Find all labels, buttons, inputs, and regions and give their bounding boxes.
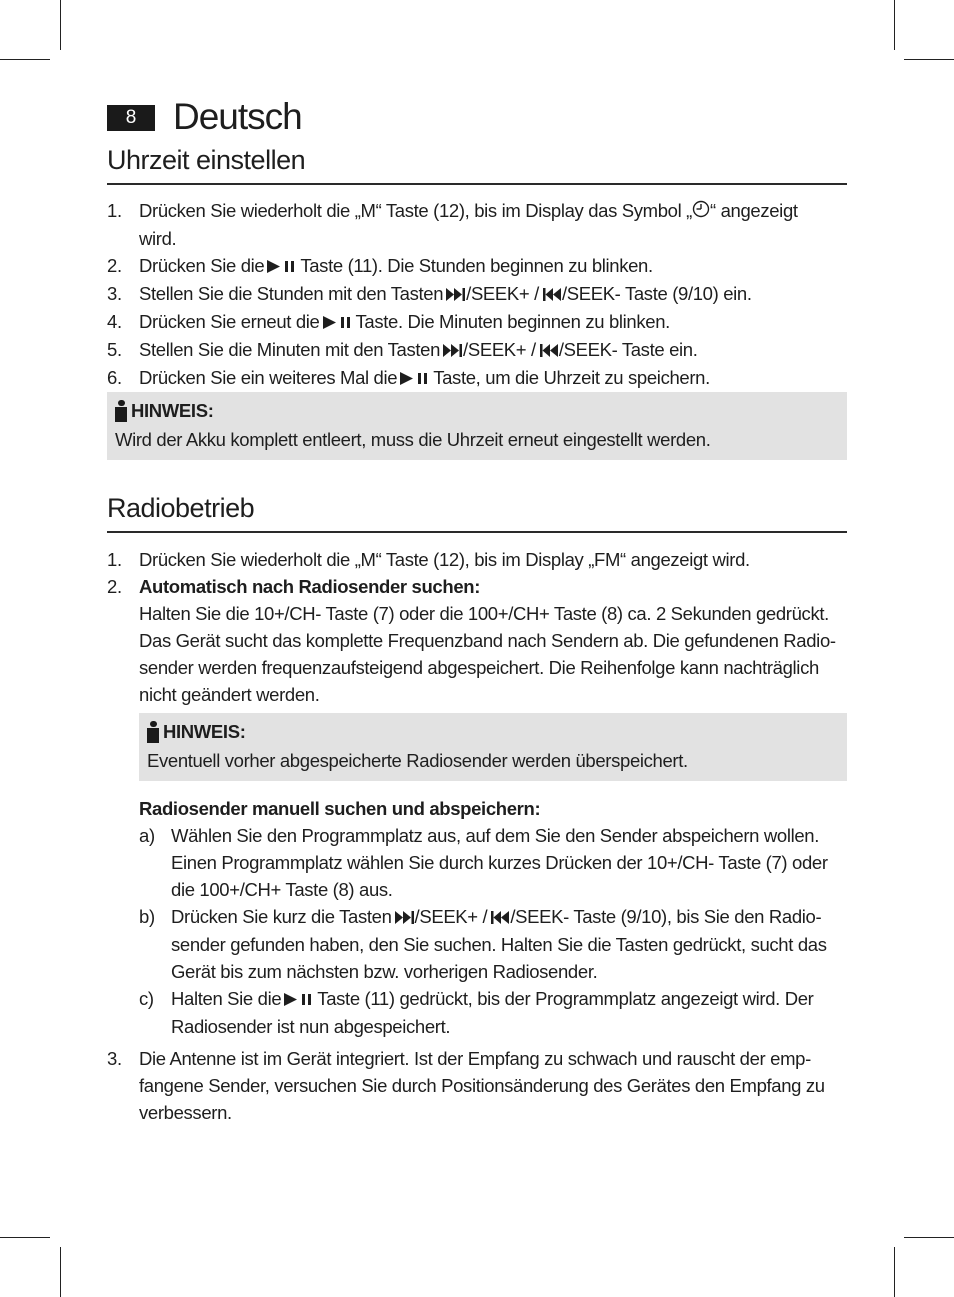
crop-mark — [904, 59, 954, 60]
note-text: Wird der Akku komplett entleert, muss die Uhrzeit erneut eingestellt werden. — [115, 429, 711, 450]
note-heading: HINWEIS: — [131, 400, 214, 421]
skip-previous-icon — [490, 904, 510, 931]
crop-mark — [894, 1247, 895, 1297]
manual-search — [139, 795, 851, 1040]
note-heading: HINWEIS: — [163, 721, 246, 742]
list-item: 1. Drücken Sie wiederholt die „M“ Taste (12), bis im Display das Symbol „ “ angezeigt wird. — [107, 200, 798, 249]
language-title: Deutsch — [173, 96, 302, 137]
radio-steps — [107, 546, 849, 708]
manual-heading: Radiosender manuell suchen und abspeichern: — [139, 798, 541, 819]
note-box-clock — [107, 392, 847, 460]
list-item: 5. Stellen Sie die Minuten mit den Tasten /SEEK+ / /SEEK- Taste ein. — [107, 336, 849, 364]
skip-previous-icon — [539, 337, 559, 364]
list-item: a) Wählen Sie den Programmplatz aus, auf dem Sie den Sender abspeichern wollen. Einen Programmplatz wählen Sie durch kurzes Drücken der 10+/CH- Taste (7) oder die 100+/CH+ Taste (8) aus. — [139, 825, 828, 900]
list-item: 3. Stellen Sie die Stunden mit den Tasten /SEEK+ / /SEEK- Taste (9/10) ein. — [107, 280, 849, 308]
skip-next-icon — [395, 904, 415, 931]
play-pause-icon — [323, 309, 353, 336]
page-number: 8 — [107, 105, 155, 131]
clock-icon — [692, 198, 710, 225]
crop-mark — [60, 1247, 61, 1297]
note-text: Eventuell vorher abgespeicherte Radiosender werden überspeichert. — [147, 750, 688, 771]
note-box-radio — [139, 713, 847, 781]
step-heading: Automatisch nach Radiosender suchen: — [139, 576, 481, 597]
list-item: 3. Die Antenne ist im Gerät integriert. Ist der Empfang zu schwach und rauscht der emp- fangene Sender, versuchen Sie durch Positionsänderung des Gerätes den Empfang zu verbessern. — [107, 1048, 825, 1123]
list-item: 2. Automatisch nach Radiosender suchen: Halten Sie die 10+/CH- Taste (7) oder die 100+/CH+ Taste (8) ca. 2 Sekunden gedrückt. Das Gerät sucht das komplette Frequenzband nach Sendern ab. Die gefundenen Radio- sender werden frequenzaufsteigend abgespeichert. Die Reihenfolge kann nachträglich nicht geändert werden. — [107, 573, 849, 708]
list-item: 2. Drücken Sie die Taste (11). Die Stunden beginnen zu blinken. — [107, 252, 849, 280]
crop-mark — [0, 59, 50, 60]
list-item: c) Halten Sie die Taste (11) gedrückt, bis der Programmplatz angezeigt wird. Der Radiosender ist nun abgespeichert. — [139, 988, 814, 1037]
clock-steps — [107, 197, 849, 392]
play-pause-icon — [284, 986, 314, 1013]
list-item: b) Drücken Sie kurz die Tasten /SEEK+ / /SEEK- Taste (9/10), bis Sie den Radio- sender gefunden haben, den Sie suchen. Halten Sie die Tasten gedrückt, sucht das Gerät bis zum nächsten bzw. vorherigen Radiosender. — [139, 906, 827, 982]
section-title-radio: Radiobetrieb — [107, 491, 847, 533]
radio-step-3 — [107, 1045, 849, 1126]
play-pause-icon — [267, 253, 297, 280]
info-icon — [147, 721, 159, 743]
skip-next-icon — [446, 281, 466, 308]
crop-mark — [0, 1237, 50, 1238]
section-title-clock: Uhrzeit einstellen — [107, 143, 847, 185]
skip-previous-icon — [542, 281, 562, 308]
play-pause-icon — [400, 365, 430, 392]
list-item: 4. Drücken Sie erneut die Taste. Die Minuten beginnen zu blinken. — [107, 308, 849, 336]
info-icon — [115, 400, 127, 422]
list-item: 6. Drücken Sie ein weiteres Mal die Taste, um die Uhrzeit zu speichern. — [107, 364, 849, 392]
skip-next-icon — [443, 337, 463, 364]
crop-mark — [894, 0, 895, 50]
list-item: 1. Drücken Sie wiederholt die „M“ Taste (12), bis im Display „FM“ angezeigt wird. — [107, 549, 750, 570]
crop-mark — [904, 1237, 954, 1238]
crop-mark — [60, 0, 61, 50]
